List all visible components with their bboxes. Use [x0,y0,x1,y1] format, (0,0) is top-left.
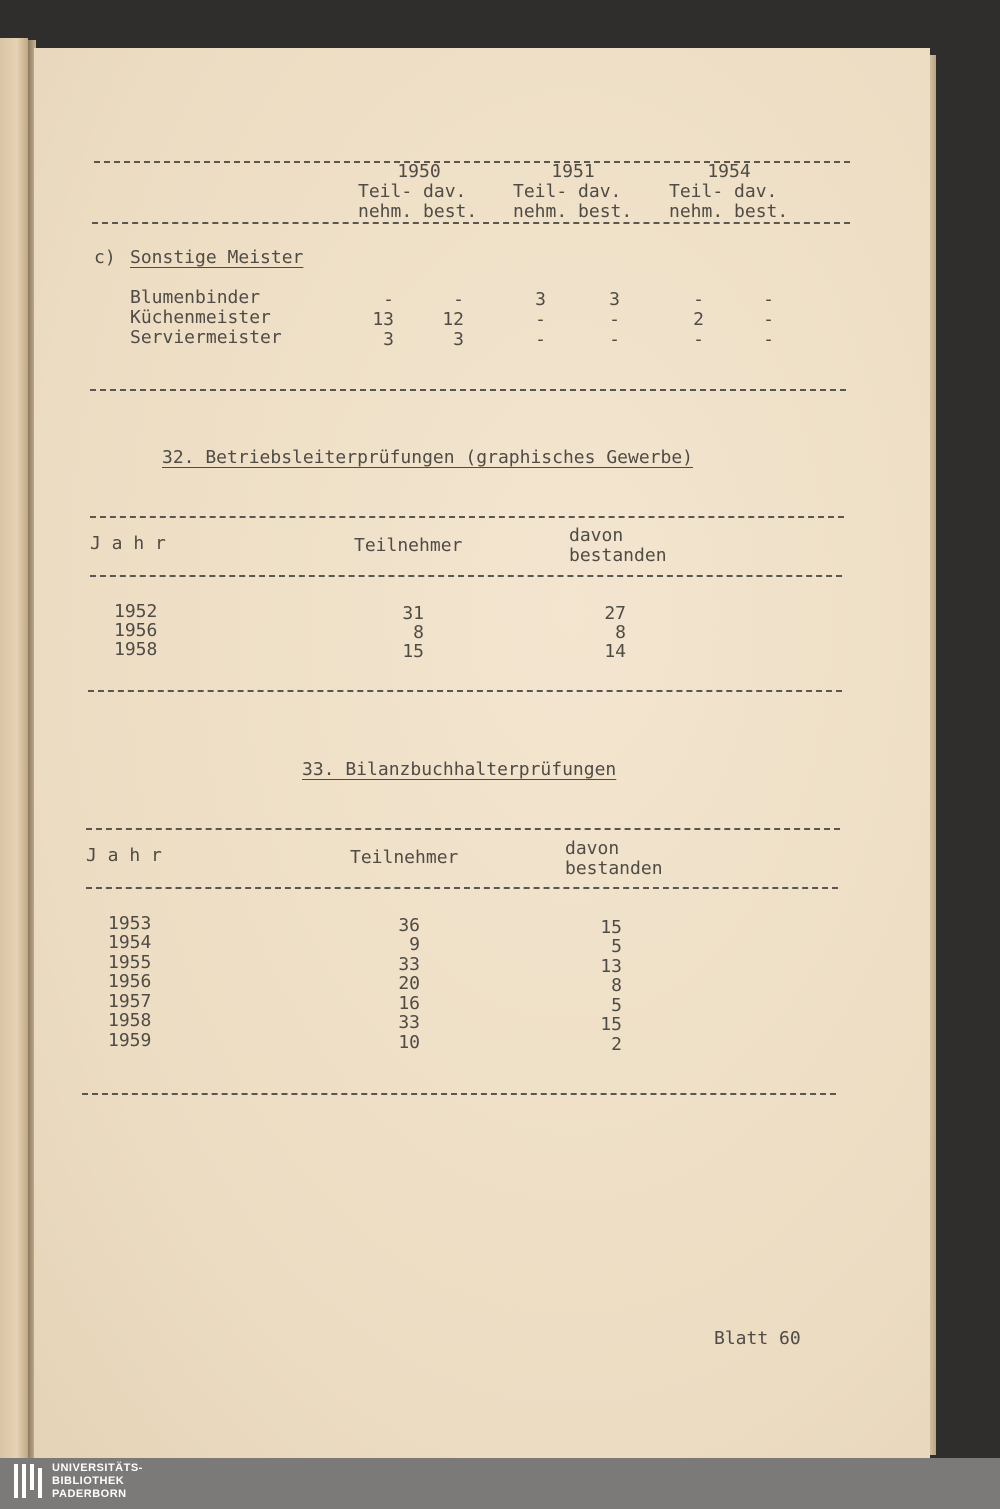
sub-header-teil-1950: Teil- dav. [358,181,467,202]
s33-passed-1953: 15 [600,917,622,938]
cell-blumen-1951-teil: 3 [535,289,546,310]
section-c-label: c) [94,247,116,268]
s32-col-passed-2: bestanden [569,545,667,566]
s32-part-1958: 15 [402,641,424,662]
s32-year-1956: 1956 [114,620,158,641]
s33-col-year: J a h r [86,845,162,866]
left-page-edge [0,38,28,1458]
s33-col-passed-2: bestanden [565,858,663,879]
year-header-1951: 1951 [551,161,595,182]
s33-year-1959: 1959 [108,1030,152,1051]
section-c-title: Sonstige Meister [130,247,304,268]
cell-servier-1951-teil: - [535,329,546,350]
logo-line-2: BIBLIOTHEK [52,1475,125,1487]
s33-year-1954: 1954 [108,932,152,953]
cell-blumen-1954-best: - [763,289,774,310]
s33-year-1953: 1953 [108,913,152,934]
s33-col-participants: Teilnehmer [350,847,459,868]
s32-part-1956: 8 [413,622,424,643]
section-32-title: 32. Betriebsleiterprüfungen (graphisches Gewerbe) [162,447,694,468]
document-page [34,48,930,1458]
sub-header-nehm-1951: nehm. best. [513,201,633,222]
cell-kuechen-1951-teil: - [535,309,546,330]
s33-part-1954: 9 [409,934,420,955]
sub-header-nehm-1954: nehm. best. [669,201,789,222]
section-33-title: 33. Bilanzbuchhalterprüfungen [302,759,617,780]
s32-rule-bottom [88,690,842,692]
year-header-1954: 1954 [707,161,751,182]
sub-header-teil-1954: Teil- dav. [669,181,778,202]
cell-kuechen-1954-best: - [763,309,774,330]
s33-year-1957: 1957 [108,991,152,1012]
s32-passed-1952: 27 [604,603,626,624]
cell-blumen-1954-teil: - [693,289,704,310]
cell-kuechen-1954-teil: 2 [693,309,704,330]
s33-passed-1959: 2 [611,1034,622,1055]
s33-passed-1956: 8 [611,975,622,996]
s32-part-1952: 31 [402,603,424,624]
cell-servier-1951-best: - [609,329,620,350]
cell-kuechen-1950-teil: 13 [372,309,394,330]
cell-servier-1950-best: 3 [453,329,464,350]
s32-year-1958: 1958 [114,639,158,660]
s32-col-passed-1: davon [569,525,624,546]
sub-header-nehm-1950: nehm. best. [358,201,478,222]
sub-header-teil-1951: Teil- dav. [513,181,622,202]
top-table-rule-bottom [90,389,846,391]
page-number: Blatt 60 [714,1328,801,1349]
cell-kuechen-1951-best: - [609,309,620,330]
s33-part-1959: 10 [398,1032,420,1053]
cell-kuechen-1950-best: 12 [442,309,464,330]
s33-rule-header [86,887,838,889]
s32-rule-header [90,575,842,577]
s32-passed-1958: 14 [604,641,626,662]
s33-part-1956: 20 [398,973,420,994]
s33-year-1956: 1956 [108,971,152,992]
s33-part-1953: 36 [398,915,420,936]
s33-passed-1955: 13 [600,956,622,977]
s33-year-1958: 1958 [108,1010,152,1031]
footer-bar [0,1458,1000,1509]
logo-line-3: PADERBORN [52,1488,127,1500]
s33-year-1955: 1955 [108,952,152,973]
cell-blumen-1950-best: - [453,289,464,310]
s32-passed-1956: 8 [615,622,626,643]
library-logo-icon [14,1464,44,1504]
s33-part-1957: 16 [398,993,420,1014]
s33-rule-top [86,828,840,830]
cell-servier-1950-teil: 3 [383,329,394,350]
cell-blumen-1951-best: 3 [609,289,620,310]
logo-line-1: UNIVERSITÄTS- [52,1462,143,1474]
s32-col-year: J a h r [90,533,166,554]
s33-col-passed-1: davon [565,838,620,859]
row-label-kuechenmeister: Küchenmeister [130,307,271,328]
s33-rule-bottom [82,1093,836,1095]
year-header-1950: 1950 [397,161,441,182]
s33-passed-1954: 5 [611,936,622,957]
s32-col-participants: Teilnehmer [354,535,463,556]
cell-servier-1954-teil: - [693,329,704,350]
row-label-blumenbinder: Blumenbinder [130,287,261,308]
top-table-rule-header [92,222,850,224]
cell-blumen-1950-teil: - [383,289,394,310]
s33-passed-1958: 15 [600,1014,622,1035]
s32-year-1952: 1952 [114,601,158,622]
s33-part-1955: 33 [398,954,420,975]
s32-rule-top [90,516,844,518]
s33-part-1958: 33 [398,1012,420,1033]
row-label-serviermeister: Serviermeister [130,327,282,348]
s33-passed-1957: 5 [611,995,622,1016]
library-logo-text [52,1462,143,1501]
cell-servier-1954-best: - [763,329,774,350]
